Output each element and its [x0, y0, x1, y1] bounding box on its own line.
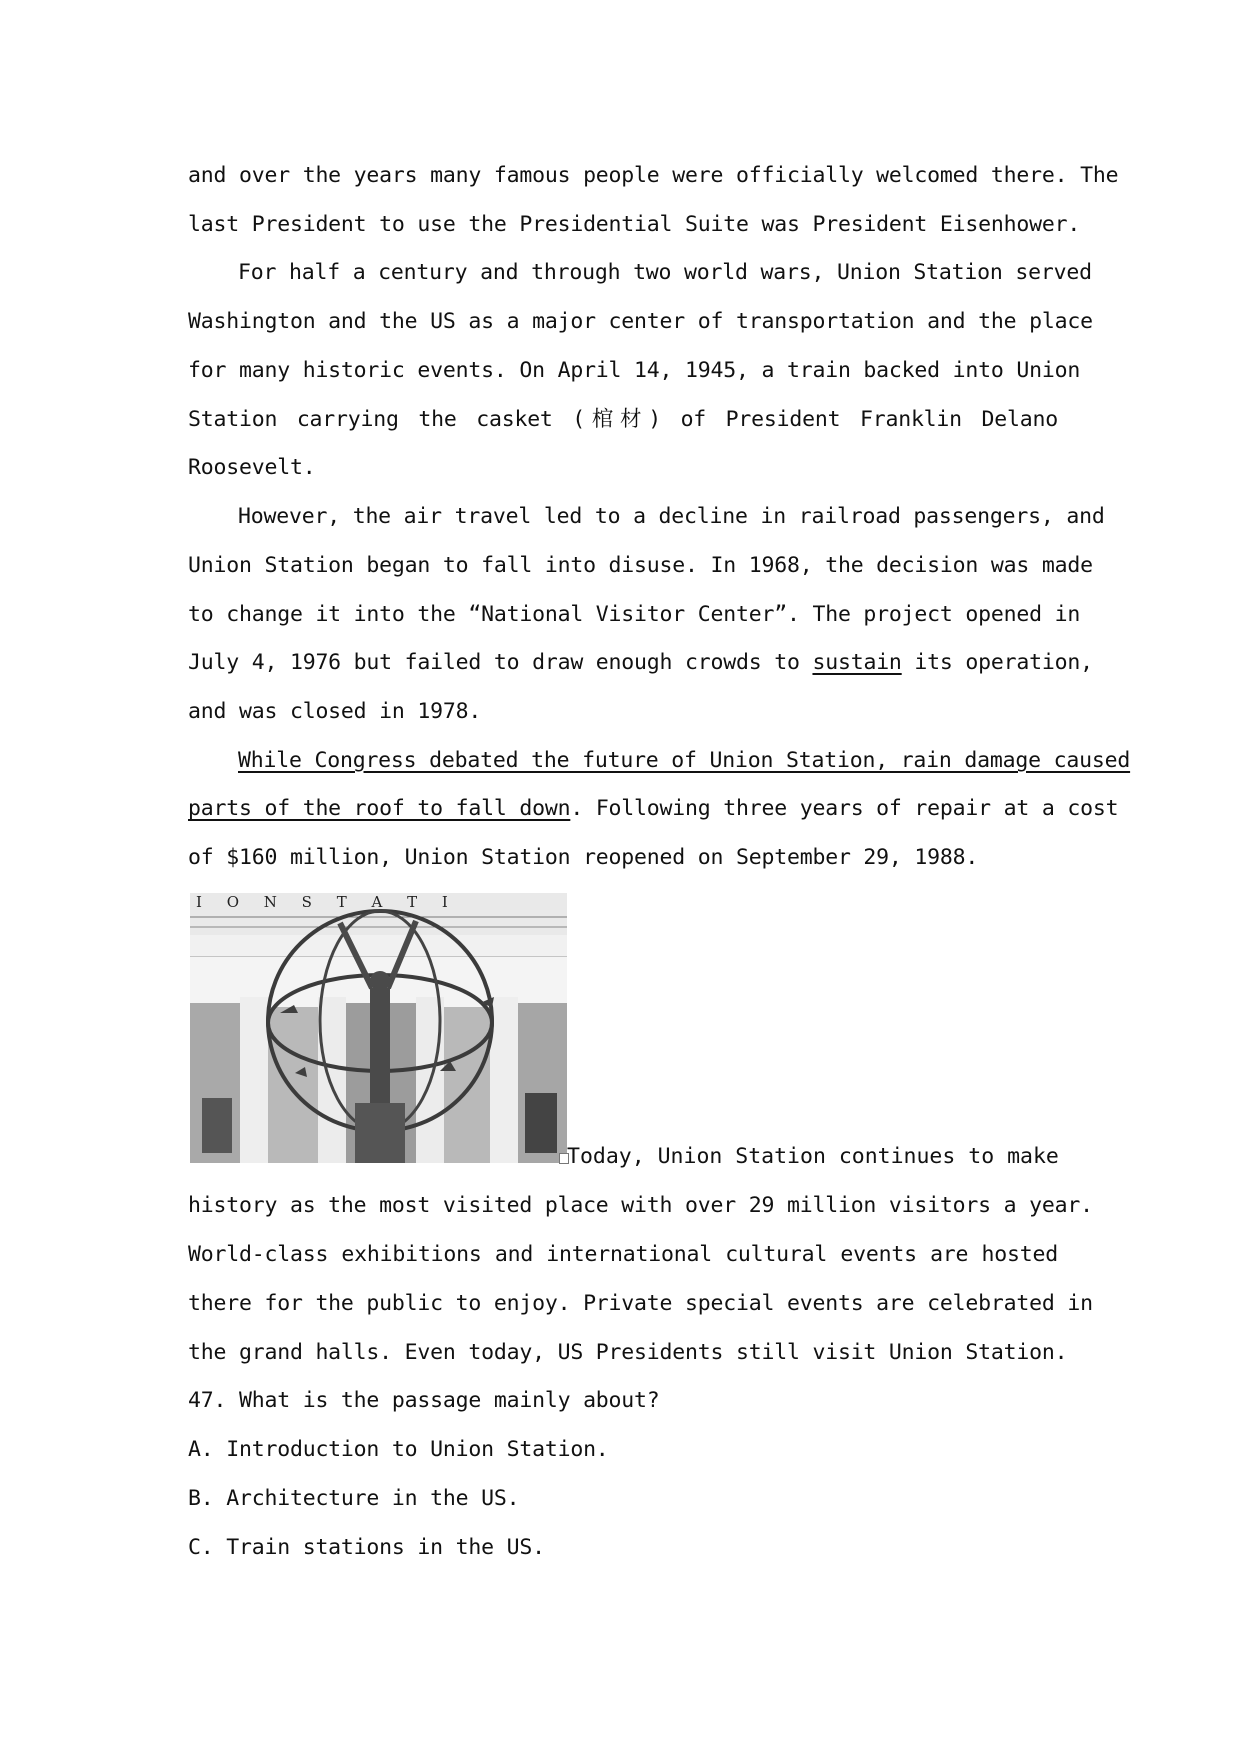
statue-photo-drawing [190, 893, 567, 1163]
text-segment: July 4, 1976 but failed to draw enough crowds to [188, 650, 813, 675]
option-c: C. Train stations in the US. [188, 1535, 545, 1560]
paragraph-start: For half a century and through two world wars, Union Station served [238, 260, 1092, 285]
underlined-sentence: While Congress debated the future of Union Station, rain damage caused [238, 748, 1131, 773]
passage-line: Station carrying the casket (棺材) of President Franklin Delano [188, 407, 1058, 432]
passage-line: last President to use the Presidential Suite was President Eisenhower. [188, 212, 1081, 237]
option-a: A. Introduction to Union Station. [188, 1437, 609, 1462]
passage-line: Today, Union Station continues to make [567, 1144, 1059, 1169]
text-segment: its operation, [901, 650, 1093, 675]
passage-line: World-class exhibitions and international cultural events are hosted [188, 1242, 1058, 1267]
paragraph-start: However, the air travel led to a decline in railroad passengers, and [238, 504, 1105, 529]
passage-line-sustain [188, 648, 1093, 678]
passage-line: of $160 million, Union Station reopened on September 29, 1988. [188, 845, 979, 870]
passage-line: Washington and the US as a major center of transportation and the place [188, 309, 1093, 334]
passage-line: and was closed in 1978. [188, 699, 482, 724]
passage-line: for many historic events. On April 14, 1945, a train backed into Union [188, 358, 1081, 383]
passage-line: Roosevelt. [188, 455, 316, 480]
passage-line [188, 794, 1119, 824]
underlined-sentence-end: parts of the roof to fall down [188, 796, 571, 821]
passage-line: to change it into the “National Visitor Center”. The project opened in [188, 602, 1081, 627]
station-sign-text: I O N S T A T I [196, 893, 458, 911]
question-stem: 47. What is the passage mainly about? [188, 1388, 660, 1413]
passage-line: there for the public to enjoy. Private special events are celebrated in [188, 1291, 1093, 1316]
union-station-photo [190, 893, 567, 1163]
text-segment: . Following three years of repair at a cost [570, 796, 1119, 821]
underlined-word-sustain: sustain [812, 650, 902, 675]
passage-line: Union Station began to fall into disuse. In 1968, the decision was made [188, 553, 1093, 578]
passage-line: and over the years many famous people were officially welcomed there. The [188, 163, 1119, 188]
passage-line: history as the most visited place with over 29 million visitors a year. [188, 1193, 1093, 1218]
option-b: B. Architecture in the US. [188, 1486, 520, 1511]
passage-line: the grand halls. Even today, US Presidents still visit Union Station. [188, 1340, 1068, 1365]
